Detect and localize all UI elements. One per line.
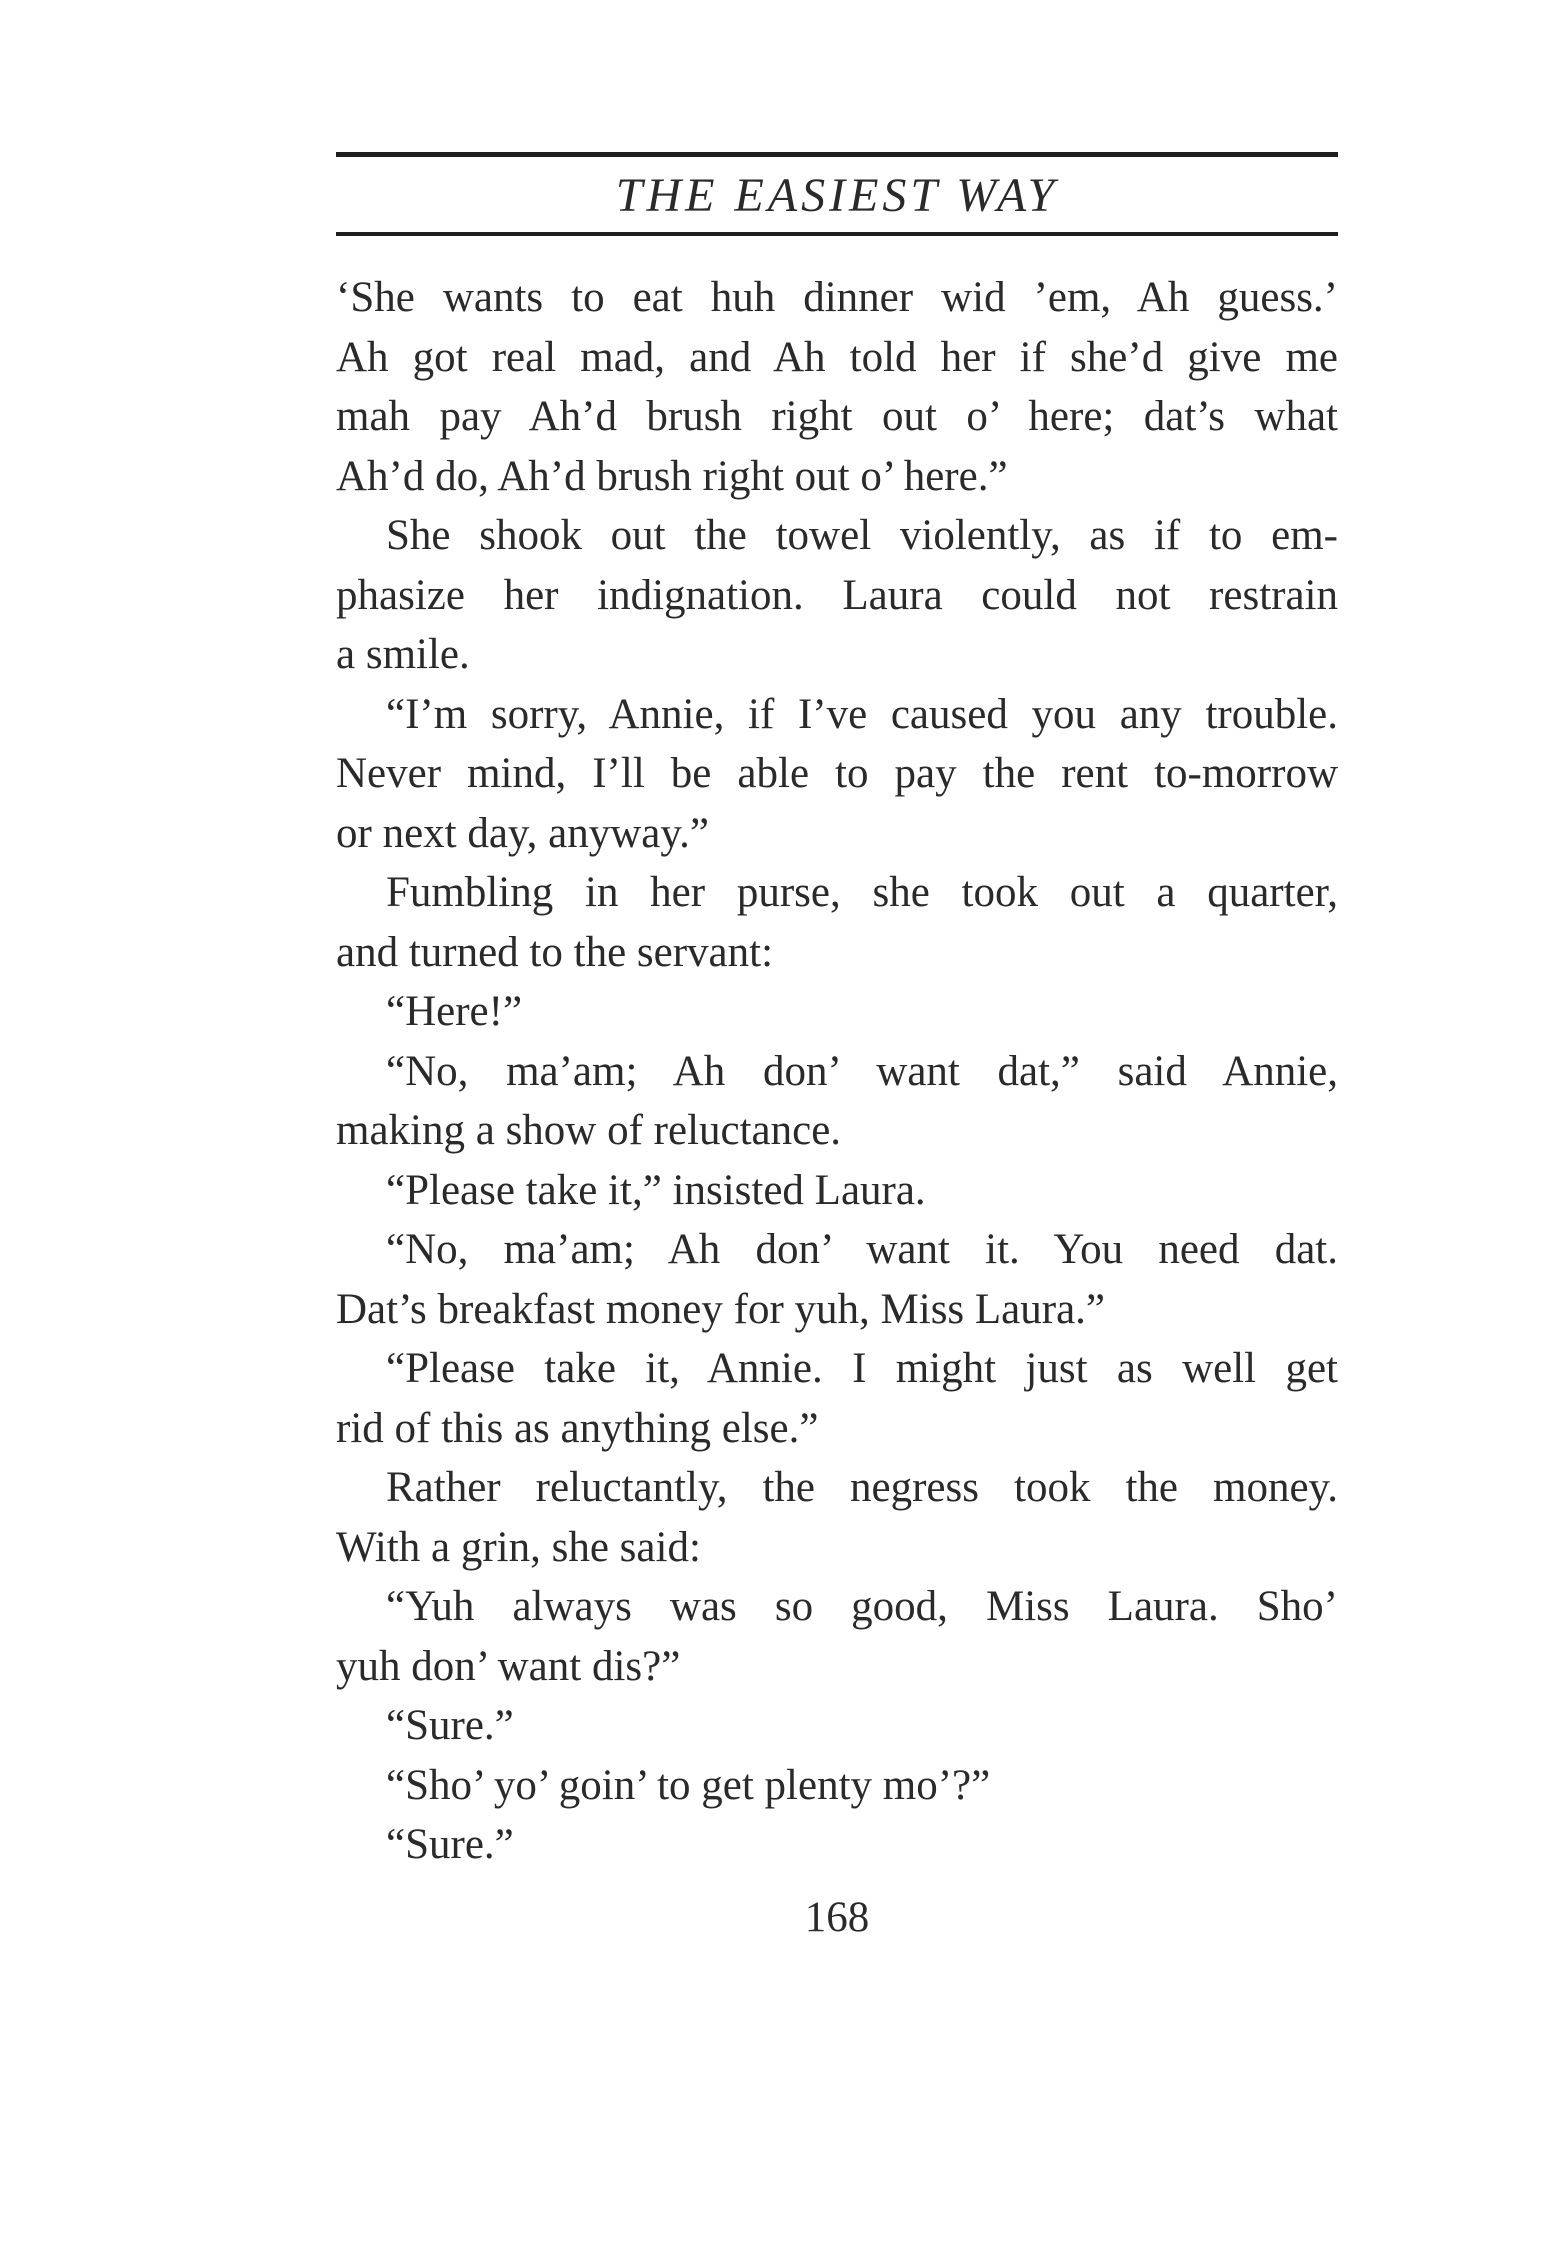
text-line: “Sure.” xyxy=(386,1821,514,1868)
text-line: phasize her indignation. Laura could not restrain xyxy=(336,571,1338,619)
text-line: “Here!” xyxy=(386,988,523,1035)
body-text xyxy=(336,268,1338,1875)
text-line: “Sure.” xyxy=(386,1702,514,1749)
text-line: Rather reluctantly, the negress took the money. xyxy=(386,1464,1338,1511)
text-line: “Yuh always was so good, Miss Laura. Sho’ xyxy=(386,1583,1338,1630)
text-line: “Please take it, Annie. I might just as well get xyxy=(386,1345,1338,1392)
text-line: “Sho’ yo’ goin’ to get plenty mo’?” xyxy=(386,1761,991,1809)
text-line: a smile. xyxy=(336,631,470,678)
text-line: making a show of reluctance. xyxy=(336,1107,842,1154)
text-line: Dat’s breakfast money for yuh, Miss Laura.” xyxy=(336,1285,1106,1333)
text-line: She shook out the towel violently, as if to em- xyxy=(386,512,1338,559)
header-rule-top xyxy=(336,152,1338,157)
text-line: With a grin, she said: xyxy=(336,1523,701,1571)
text-line: “Please take it,” insisted Laura. xyxy=(386,1166,926,1214)
text-line: Never mind, I’ll be able to pay the rent to-morrow xyxy=(336,750,1338,797)
header-rule-bottom xyxy=(336,232,1338,236)
text-line: “No, ma’am; Ah don’ want it. You need dat. xyxy=(386,1226,1338,1273)
text-line: ‘She wants to eat huh dinner wid ’em, Ah guess.’ xyxy=(336,274,1338,321)
text-line: or next day, anyway.” xyxy=(336,809,709,857)
text-line: and turned to the servant: xyxy=(336,928,774,976)
text-line: Fumbling in her purse, she took out a quarter, xyxy=(386,869,1338,916)
page-number: 168 xyxy=(804,1894,870,1941)
text-line: rid of this as anything else.” xyxy=(336,1404,819,1452)
text-line: Ah got real mad, and Ah told her if she’d give me xyxy=(336,333,1338,381)
running-head: THE EASIEST WAY xyxy=(615,169,1059,222)
text-line: yuh don’ want dis?” xyxy=(336,1642,681,1690)
text-line: “No, ma’am; Ah don’ want dat,” said Annie, xyxy=(386,1047,1338,1095)
text-line: “I’m sorry, Annie, if I’ve caused you any trouble. xyxy=(386,690,1338,738)
text-line: Ah’d do, Ah’d brush right out o’ here.” xyxy=(336,452,1008,500)
text-line: mah pay Ah’d brush right out o’ here; dat’s what xyxy=(336,393,1338,440)
